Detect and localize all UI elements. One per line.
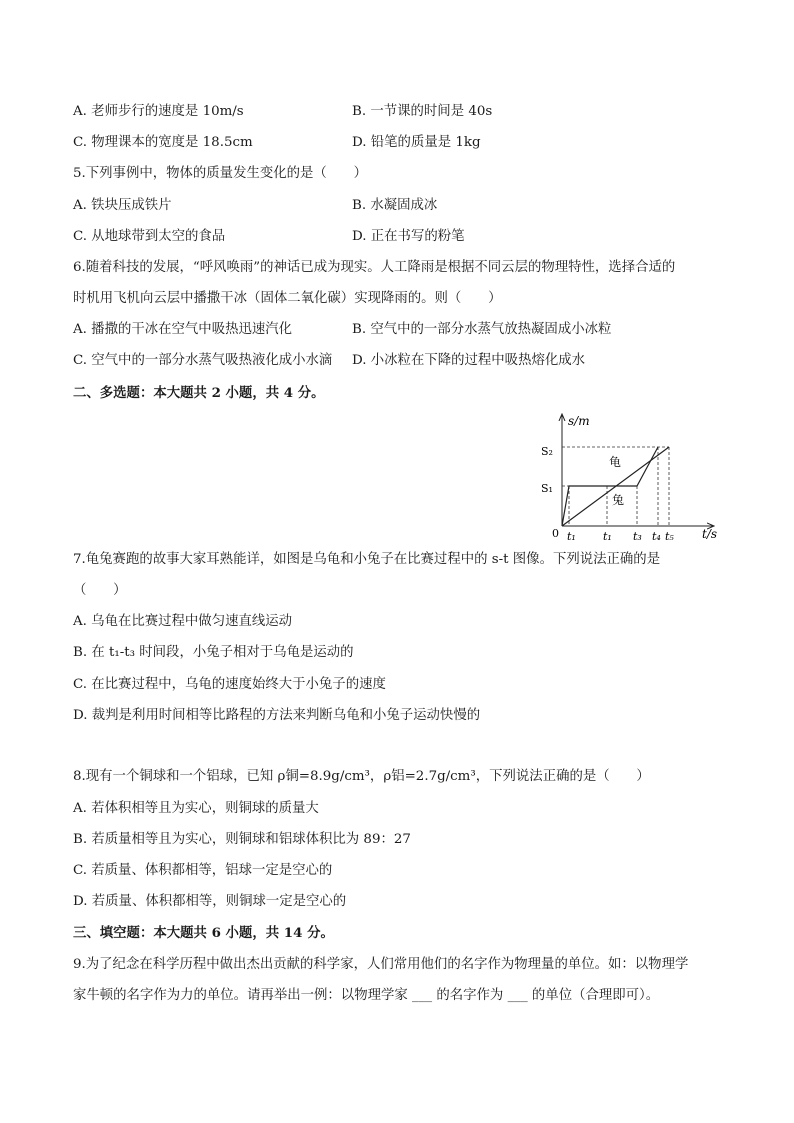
q8-option-b: B. 若质量相等且为实心，则铜球和铝球体积比为 89：27 <box>73 832 411 847</box>
q7-stem-line1: 7.龟兔赛跑的故事大家耳熟能详，如图是乌龟和小兔子在比赛过程中的 s-t 图像。下列说法正确的是 <box>73 552 661 567</box>
section-3-heading: 三、填空题：本大题共 6 小题，共 14 分。 <box>73 925 334 941</box>
tick-t5: t₅ <box>665 530 674 543</box>
label-s1: S₁ <box>541 482 553 495</box>
q7-option-d: D. 裁判是利用时间相等比路程的方法来判断乌龟和小兔子运动快慢的 <box>73 708 481 723</box>
q8-stem: 8.现有一个铜球和一个铝球，已知 ρ铜=8.9g/cm³，ρ铝=2.7g/cm³，下列说法正确的是（ ） <box>73 769 650 784</box>
q5-option-d: D. 正在书写的粉笔 <box>352 229 465 244</box>
tick-t1: t₁ <box>567 530 576 543</box>
section-2-heading: 二、多选题：本大题共 2 小题，共 4 分。 <box>73 385 325 401</box>
q4-option-c: C. 物理课本的宽度是 18.5cm <box>73 135 253 150</box>
q4-option-b: B. 一节课的时间是 40s <box>352 104 493 119</box>
turtle-label: 龟 <box>609 455 622 469</box>
q5-option-c: C. 从地球带到太空的食品 <box>73 229 226 244</box>
tick-t3: t₃ <box>633 530 642 543</box>
q6-option-d: D. 小冰粒在下降的过程中吸热熔化成水 <box>352 353 586 368</box>
q8-option-a: A. 若体积相等且为实心，则铜球的质量大 <box>73 801 319 816</box>
q4-option-d: D. 铅笔的质量是 1kg <box>352 135 481 150</box>
q6-option-b: B. 空气中的一部分水蒸气放热凝固成小冰粒 <box>352 322 612 337</box>
x-axis-label: t/s <box>702 527 718 541</box>
q9-line1: 9.为了纪念在科学历程中做出杰出贡献的科学家，人们常用他们的名字作为物理量的单位。如：以物理学 <box>73 957 689 972</box>
rabbit-label: 兔 <box>612 493 625 507</box>
q7-option-b: B. 在 t₁-t₃ 时间段，小兔子相对于乌龟是运动的 <box>73 645 354 660</box>
q7-option-c: C. 在比赛过程中，乌龟的速度始终大于小兔子的速度 <box>73 677 386 692</box>
q6-stem-line1: 6.随着科技的发展，“呼风唤雨”的神话已成为现实。人工降雨是根据不同云层的物理特性，选择合适的 <box>73 260 676 275</box>
q8-option-c: C. 若质量、体积都相等，铝球一定是空心的 <box>73 863 333 878</box>
q7-stem-line2: （ ） <box>73 583 127 598</box>
q5-option-b: B. 水凝固成冰 <box>352 198 438 213</box>
label-s2: S₂ <box>541 445 553 458</box>
q6-option-a: A. 播撒的干冰在空气中吸热迅速汽化 <box>73 322 293 337</box>
q6-stem-line2: 时机用飞机向云层中播撒干冰（固体二氧化碳）实现降雨的。则（ ） <box>73 291 502 306</box>
y-axis-label: s/m <box>568 414 590 428</box>
st-graph-svg <box>528 408 728 548</box>
q5-option-a: A. 铁块压成铁片 <box>73 198 172 213</box>
q7-option-a: A. 乌龟在比赛过程中做匀速直线运动 <box>73 614 293 629</box>
q8-option-d: D. 若质量、体积都相等，则铜球一定是空心的 <box>73 894 347 909</box>
q4-option-a: A. 老师步行的速度是 10m/s <box>73 104 244 119</box>
q9-line2: 家牛顿的名字作为力的单位。请再举出一例：以物理学家 ___ 的名字作为 ___ 的单位（合理即可）。 <box>73 988 660 1003</box>
origin-label: 0 <box>552 527 559 540</box>
st-graph <box>528 408 728 548</box>
tick-t4: t₄ <box>652 530 661 543</box>
q5-stem: 5.下列事例中，物体的质量发生变化的是（ ） <box>73 166 367 181</box>
q6-option-c: C. 空气中的一部分水蒸气吸热液化成小水滴 <box>73 353 333 368</box>
tick-t2: t₁ <box>603 530 612 543</box>
